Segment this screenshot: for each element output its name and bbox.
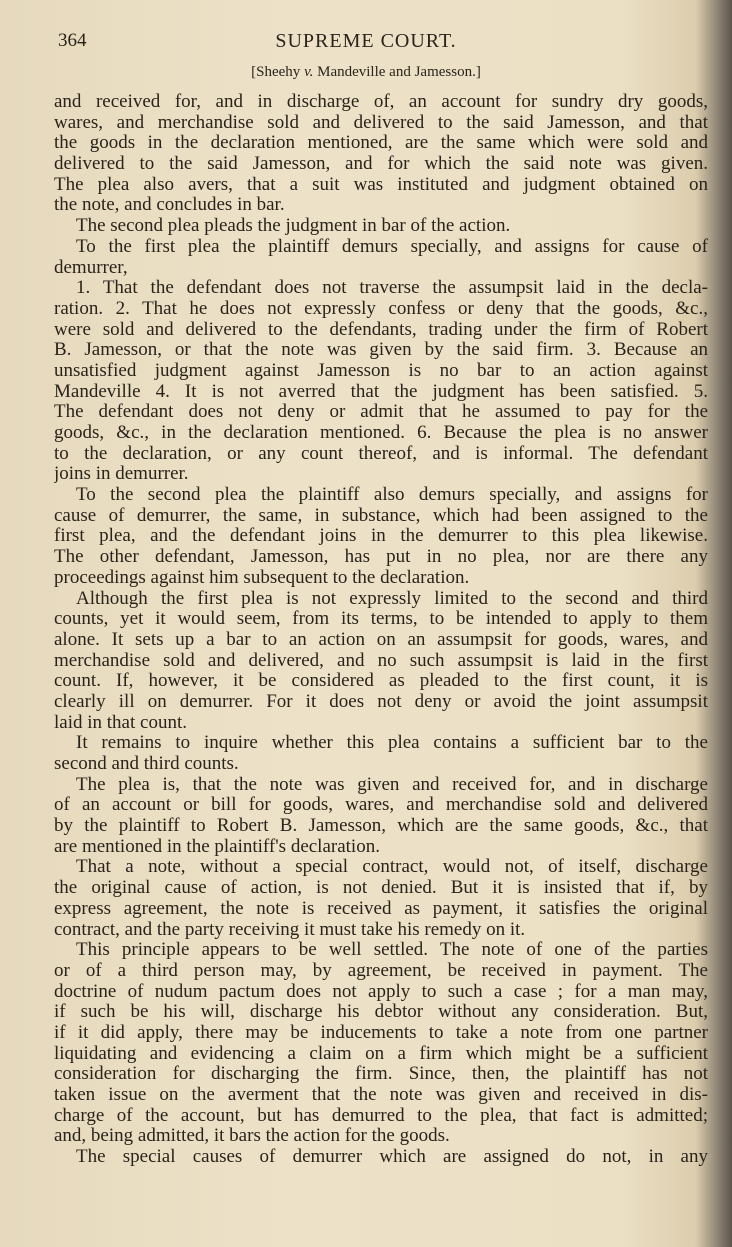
- text-line: merchandise sold and delivered, and no such assumpsit is laid in the first: [54, 650, 708, 671]
- paragraph: [54, 1147, 708, 1168]
- text-line: the note, and concludes in bar.: [54, 195, 285, 216]
- text-line: cause of demurrer, the same, in substance, which had been assigned to the: [54, 505, 708, 526]
- paragraph: [54, 857, 708, 940]
- text-line: joins in demurrer.: [54, 464, 189, 485]
- text-line: The plea is, that the note was given and received for, and in discharge: [76, 774, 708, 795]
- text-line: The second plea pleads the judgment in bar of the action.: [76, 216, 511, 237]
- text-line: by the plaintiff to Robert B. Jamesson, which are the same goods, &c., that: [54, 816, 708, 837]
- text-line: consideration for discharging the firm. Since, then, the plaintiff has not: [54, 1064, 708, 1085]
- text-line: That a note, without a special contract, would not, of itself, discharge: [76, 857, 708, 878]
- text-line: clearly ill on demurrer. For it does not deny or avoid the joint assumpsit: [54, 691, 708, 712]
- page-number: 364: [58, 30, 87, 51]
- text-line: The defendant does not deny or admit that he assumed to pay for the: [54, 402, 708, 423]
- text-line: counts, yet it would seem, from its terms, to be intended to apply to them: [54, 609, 708, 630]
- paragraph: [54, 92, 708, 216]
- text-line: ration. 2. That he does not expressly confess or deny that the goods, &c.,: [54, 298, 708, 319]
- text-line: doctrine of nudum pactum does not apply to such a case ; for a man may,: [54, 981, 708, 1002]
- text-line: The other defendant, Jamesson, has put in no plea, nor are there any: [54, 547, 708, 568]
- text-line: demurrer,: [54, 257, 128, 278]
- text-line: count. If, however, it be considered as pleaded to the first count, it is: [54, 671, 708, 692]
- paragraph: [54, 775, 708, 858]
- paragraph: [54, 237, 708, 278]
- paragraph: [54, 940, 708, 1147]
- text-line: wares, and merchandise sold and delivered to the said Jamesson, and that: [54, 112, 708, 133]
- running-head: SUPREME COURT.: [275, 30, 457, 52]
- text-line: The plea also avers, that a suit was instituted and judgment obtained on: [54, 174, 708, 195]
- text-line: This principle appears to be well settled. The note of one of the parties: [76, 940, 708, 961]
- text-line: 1. That the defendant does not traverse the assumpsit laid in the decla-: [76, 278, 708, 299]
- paragraph: [54, 733, 708, 774]
- body-text: [54, 92, 708, 1168]
- text-line: and, being admitted, it bars the action for the goods.: [54, 1126, 450, 1147]
- text-line: if it did apply, there may be inducements to take a note from one partner: [54, 1022, 708, 1043]
- text-line: It remains to inquire whether this plea contains a sufficient bar to the: [76, 733, 708, 754]
- text-line: if such be his will, discharge his debtor without any consideration. But,: [54, 1002, 708, 1023]
- text-line: Mandeville 4. It is not averred that the judgment has been satisfied. 5.: [54, 381, 708, 402]
- text-line: delivered to the said Jamesson, and for which the said note was given.: [54, 154, 708, 175]
- paragraph: [54, 278, 708, 485]
- text-line: B. Jamesson, or that the note was given by the said firm. 3. Because an: [54, 340, 708, 361]
- text-line: To the first plea the plaintiff demurs specially, and assigns for cause of: [76, 236, 708, 257]
- text-line: and received for, and in discharge of, an account for sundry dry goods,: [54, 92, 708, 112]
- text-line: proceedings against him subsequent to the declaration.: [54, 567, 470, 588]
- text-line: of an account or bill for goods, wares, and merchandise sold and delivered: [54, 795, 708, 816]
- text-line: are mentioned in the plaintiff's declaration.: [54, 836, 380, 857]
- text-line: unsatisfied judgment against Jamesson is no bar to an action against: [54, 360, 708, 381]
- case-caption-parties-left: [Sheehy: [251, 64, 305, 80]
- text-line: laid in that count.: [54, 712, 187, 733]
- text-line: The special causes of demurrer which are assigned do not, in any: [76, 1147, 708, 1168]
- text-line: contract, and the party receiving it must take his remedy on it.: [54, 919, 526, 940]
- text-line: second and third counts.: [54, 754, 239, 774]
- text-line: charge of the account, but has demurred to the plea, that fact is admitted;: [54, 1105, 708, 1126]
- text-line: alone. It sets up a bar to an action on an assumpsit for goods, wares, and: [54, 629, 708, 650]
- case-caption: [0, 64, 732, 81]
- text-line: express agreement, the note is received as payment, it satisfies the original: [54, 898, 708, 919]
- text-line: the goods in the declaration mentioned, are the same which were sold and: [54, 133, 708, 154]
- text-line: Although the first plea is not expressly limited to the second and third: [76, 588, 708, 609]
- text-line: the original cause of action, is not denied. But it is insisted that if, by: [54, 878, 708, 899]
- text-line: liquidating and evidencing a claim on a firm which might be a sufficient: [54, 1043, 708, 1064]
- text-line: were sold and delivered to the defendants, trading under the firm of Robert: [54, 319, 708, 340]
- text-line: goods, &c., in the declaration mentioned. 6. Because the plea is no answer: [54, 423, 708, 443]
- text-line: first plea, and the defendant joins in the demurrer to this plea likewise.: [54, 526, 708, 547]
- case-caption-parties-right: Mandeville and Jamesson.]: [313, 64, 481, 80]
- text-line: To the second plea the plaintiff also demurs specially, and assigns for: [76, 485, 708, 506]
- text-line: or of a third person may, by agreement, be received in payment. The: [54, 960, 708, 981]
- paragraph: [54, 216, 708, 237]
- paragraph: [54, 485, 708, 588]
- case-caption-versus: v.: [304, 64, 314, 80]
- text-line: to the declaration, or any count thereof, and is informal. The defendant: [54, 443, 708, 464]
- text-line: taken issue on the averment that the note was given and received in dis-: [54, 1085, 708, 1105]
- paragraph: [54, 589, 708, 734]
